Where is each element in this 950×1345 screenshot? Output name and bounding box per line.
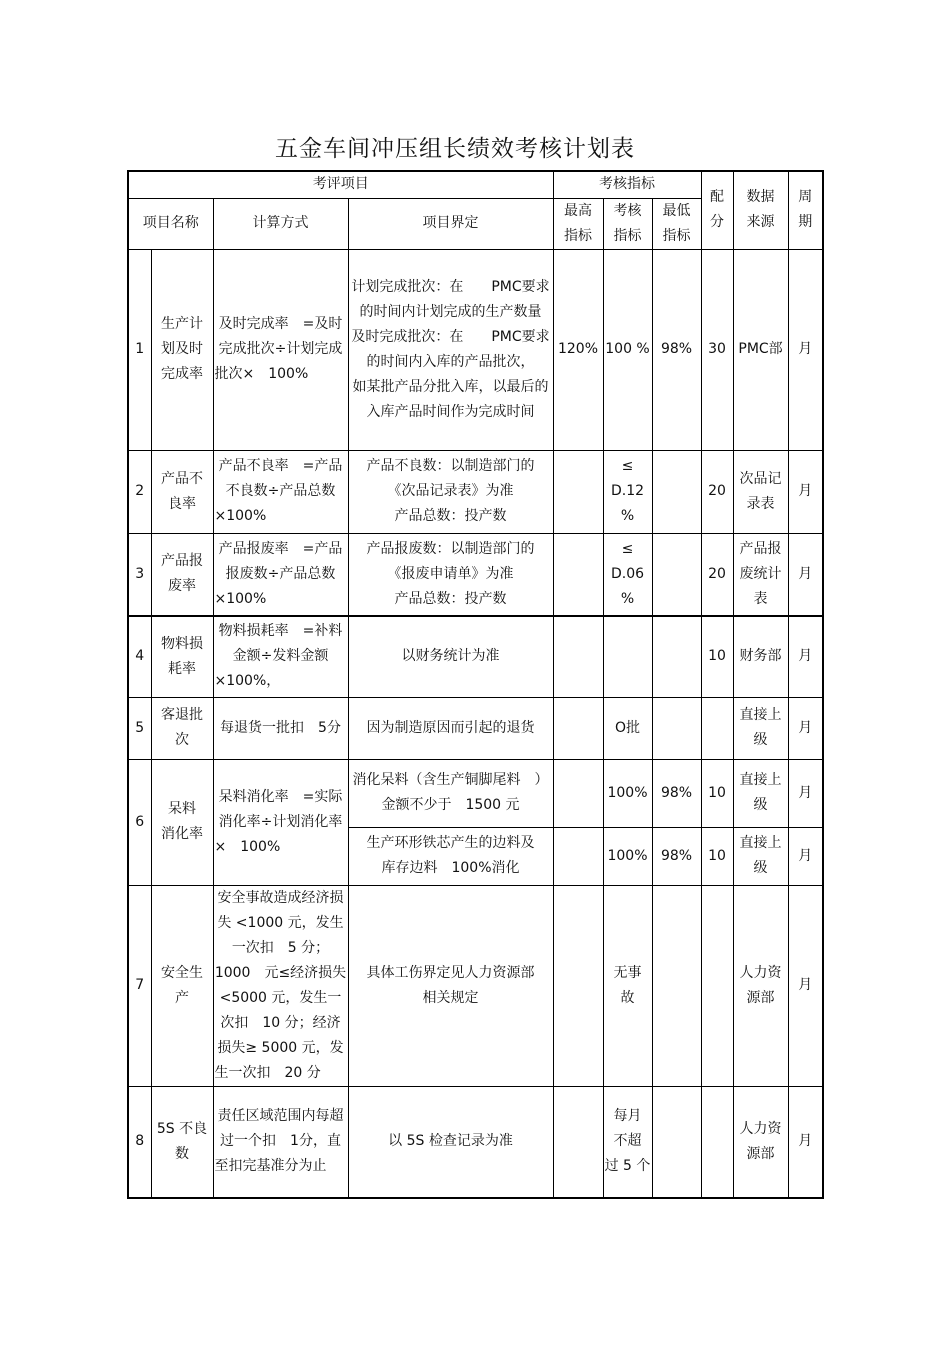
row-weight: 30 (701, 249, 733, 450)
row-no: 6 (128, 759, 151, 885)
row-name: 安全生 产 (151, 885, 213, 1086)
row-no: 2 (128, 450, 151, 533)
row-min (652, 450, 701, 533)
row-period: 月 (788, 697, 823, 759)
row-min: 98% (652, 249, 701, 450)
row-target: ≤ D.12 % (603, 450, 652, 533)
row-period: 月 (788, 450, 823, 533)
row-no: 8 (128, 1086, 151, 1198)
row-no: 3 (128, 533, 151, 616)
row-target: 100 % (603, 249, 652, 450)
table-row (128, 885, 823, 1086)
row-target (603, 616, 652, 697)
row-period: 月 (788, 759, 823, 827)
row-name: 生产计 划及时 完成率 (151, 249, 213, 450)
header-weight: 配 分 (701, 171, 733, 249)
row-definition: 以财务统计为准 (348, 616, 553, 697)
row-no: 5 (128, 697, 151, 759)
row-definition: 产品报废数：以制造部门的 《报废申请单》为准 产品总数：投产数 (348, 533, 553, 616)
row-weight: 10 (701, 616, 733, 697)
row-calc: 产品报废率 =产品报废数÷产品总数×100% (213, 533, 348, 616)
row-target: ≤ D.06 % (603, 533, 652, 616)
row-calc: 呆料消化率 =实际消化率÷计划消化率× 100% (213, 759, 348, 885)
header-min: 最低 指标 (652, 198, 701, 249)
row-min (652, 616, 701, 697)
row-min: 98% (652, 827, 701, 885)
row-max (553, 759, 603, 827)
table-row (128, 616, 823, 697)
row-calc: 产品不良率 =产品不良数÷产品总数×100% (213, 450, 348, 533)
row-max (553, 450, 603, 533)
row-name: 5S 不良 数 (151, 1086, 213, 1198)
table-row (128, 533, 823, 616)
row-name: 客退批 次 (151, 697, 213, 759)
row-definition: 消化呆料（含生产铜脚尾料 ） 金额不少于 1500 元 (348, 759, 553, 827)
row-target: 100% (603, 759, 652, 827)
row-source: 直接上 级 (733, 827, 788, 885)
row-max (553, 885, 603, 1086)
row-max (553, 827, 603, 885)
row-name: 呆料 消化率 (151, 759, 213, 885)
row-weight (701, 697, 733, 759)
row-max (553, 616, 603, 697)
row-definition: 以 5S 检查记录为准 (348, 1086, 553, 1198)
row-target: 无事 故 (603, 885, 652, 1086)
row-calc: 物料损耗率 =补料金额÷发料金额×100%， (213, 616, 348, 697)
row-name: 产品报 废率 (151, 533, 213, 616)
row-weight: 10 (701, 827, 733, 885)
row-name: 物料损 耗率 (151, 616, 213, 697)
row-source: 次品记 录表 (733, 450, 788, 533)
row-name: 产品不 良率 (151, 450, 213, 533)
header-index-group: 考核指标 (553, 171, 701, 198)
row-calc: 责任区域范围内每超过一个扣 1分，直至扣完基准分为止 (213, 1086, 348, 1198)
row-definition: 生产环形铁芯产生的边料及 库存边料 100%消化 (348, 827, 553, 885)
header-target: 考核 指标 (603, 198, 652, 249)
table-row (128, 759, 823, 827)
header-row-1 (128, 171, 823, 198)
row-target: 100% (603, 827, 652, 885)
row-period: 月 (788, 827, 823, 885)
row-calc: 及时完成率 =及时完成批次÷计划完成批次× 100% (213, 249, 348, 450)
row-min (652, 1086, 701, 1198)
row-period: 月 (788, 885, 823, 1086)
header-name: 项目名称 (128, 198, 213, 249)
row-calc: 安全事故造成经济损失 <1000 元，发生一次扣 5 分；1000 元≤经济损失<5000 元，发生一次扣 10 分；经济损失≥ 5000 元，发生一次扣 20 分 (213, 885, 348, 1086)
row-max: 120% (553, 249, 603, 450)
kpi-table (127, 170, 824, 1199)
row-period: 月 (788, 533, 823, 616)
row-no: 1 (128, 249, 151, 450)
header-calc: 计算方式 (213, 198, 348, 249)
row-no: 4 (128, 616, 151, 697)
table-row (128, 450, 823, 533)
row-period: 月 (788, 1086, 823, 1198)
row-source: PMC部 (733, 249, 788, 450)
row-definition: 计划完成批次：在 PMC要求的时间内计划完成的生产数量 及时完成批次：在 PMC要求的时间内入库的产品批次， 如某批产品分批入库，以最后的入库产品时间作为完成时间 (348, 249, 553, 450)
row-source: 人力资 源部 (733, 885, 788, 1086)
row-source: 财务部 (733, 616, 788, 697)
header-eval-group: 考评项目 (128, 171, 553, 198)
row-target: 每月 不超 过 5 个 (603, 1086, 652, 1198)
row-source: 产品报 废统计 表 (733, 533, 788, 616)
row-source: 直接上 级 (733, 697, 788, 759)
row-weight: 20 (701, 450, 733, 533)
row-max (553, 1086, 603, 1198)
row-min (652, 533, 701, 616)
row-weight: 10 (701, 759, 733, 827)
row-definition: 因为制造原因而引起的退货 (348, 697, 553, 759)
row-max (553, 697, 603, 759)
table-row (128, 249, 823, 450)
row-weight (701, 885, 733, 1086)
row-min (652, 885, 701, 1086)
row-weight (701, 1086, 733, 1198)
row-weight: 20 (701, 533, 733, 616)
row-period: 月 (788, 249, 823, 450)
row-definition: 产品不良数：以制造部门的 《次品记录表》为准 产品总数：投产数 (348, 450, 553, 533)
header-max: 最高 指标 (553, 198, 603, 249)
row-min: 98% (652, 759, 701, 827)
table-row (128, 697, 823, 759)
row-source: 人力资 源部 (733, 1086, 788, 1198)
row-max (553, 533, 603, 616)
row-period: 月 (788, 616, 823, 697)
header-period: 周 期 (788, 171, 823, 249)
row-source: 直接上 级 (733, 759, 788, 827)
row-calc: 每退货一批扣 5分 (213, 697, 348, 759)
row-min (652, 697, 701, 759)
table-row (128, 1086, 823, 1198)
header-definition: 项目界定 (348, 198, 553, 249)
page-title: 五金车间冲压组长绩效考核计划表 (275, 136, 635, 162)
header-source: 数据 来源 (733, 171, 788, 249)
row-no: 7 (128, 885, 151, 1086)
row-definition: 具体工伤界定见人力资源部 相关规定 (348, 885, 553, 1086)
row-target: O批 (603, 697, 652, 759)
